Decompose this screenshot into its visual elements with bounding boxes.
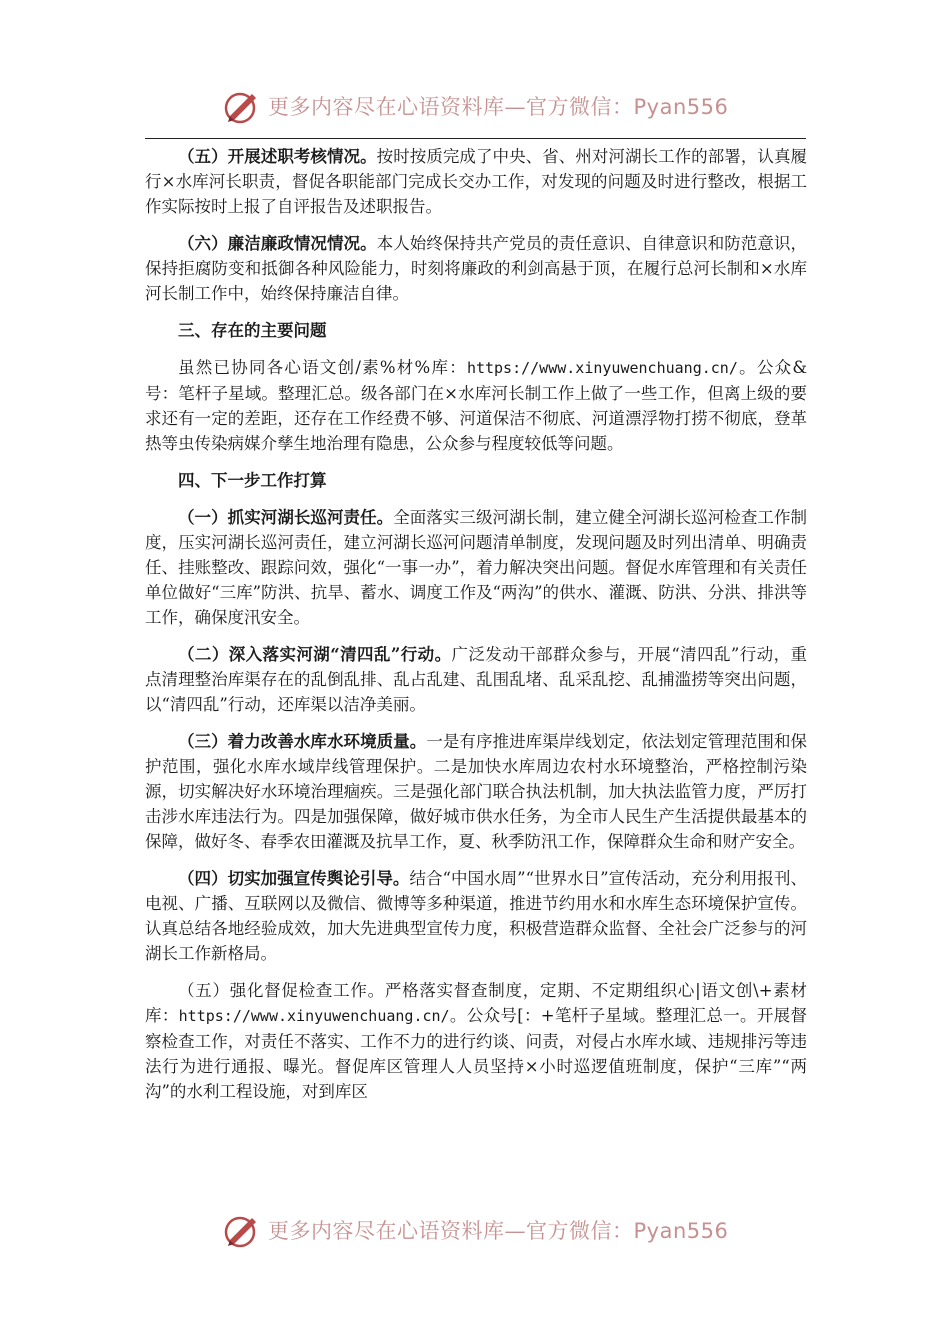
header-divider <box>145 138 806 139</box>
header-banner <box>222 84 728 128</box>
paragraph-plan-1: （一）抓实河湖长巡河责任。全面落实三级河湖长制，建立健全河湖长巡河检查工作制度，压实河湖长巡河责任，建立河湖长巡河问题清单制度，发现问题及时列出清单、明确责任、挂账整改、跟踪问效，强化“一事一办”，着力解决突出问题。督促水库管理和有关责任单位做好“三库”防洪、抗旱、蓄水、调度工作及“两沟”的供水、灌溉、防洪、分洪、排洪等工作，确保度汛安全。 <box>145 508 808 627</box>
pen-logo-icon <box>222 86 262 126</box>
paragraph-plan-4: （四）切实加强宣传舆论引导。结合“中国水周”“世界水日”宣传活动，充分利用报刊、电视、广播、互联网以及微信、微博等多种渠道，推进节约用水和水库生态环境保护宣传。认真总结各地经验成效，加大先进典型宣传力度，积极营造群众监督、全社会广泛参与的河湖长工作新格局。 <box>145 869 807 963</box>
paragraph-plan-2: （二）深入落实河湖“清四乱”行动。广泛发动干部群众参与，开展“清四乱”行动，重点清理整治库渠存在的乱倒乱排、乱占乱建、乱围乱堵、乱采乱挖、乱捕滥捞等突出问题，以“清四乱”行动，还库渠以洁净美丽。 <box>145 645 807 714</box>
paragraph-plan-3: （三）着力改善水库水环境质量。一是有序推进库渠岸线划定，依法划定管理范围和保护范围，强化水库水域岸线管理保护。二是加快水库周边农村水环境整治，严格控制污染源，切实解决好水环境治理痼疾。三是强化部门联合执法机制，加大执法监管力度，严厉打击涉水库违法行为。四是加强保障，做好城市供水任务，为全市人民生产生活提供最基本的保障，做好冬、春季农田灌溉及抗旱工作，夏、秋季防汛工作，保障群众生命和财产安全。 <box>145 732 808 851</box>
paragraph-integrity: （六）廉洁廉政情况情况。本人始终保持共产党员的责任意识、自律意识和防范意识，保持拒腐防变和抵御各种风险能力，时刻将廉政的利剑高悬于顶，在履行总河长制和×水库河长制工作中，始终保持廉洁自律。 <box>145 234 808 303</box>
document-body <box>145 144 807 1104</box>
paragraph-problems: 虽然已协同各心语文创/素%材%库：https://www.xinyuwenchuang.cn/。公众&号：笔杆子星域。整理汇总。级各部门在×水库河长制工作上做了一些工作，但离上级的要求还有一定的差距，还存在工作经费不够、河道保洁不彻底、河道漂浮物打捞不彻底，登革热等虫传染病媒介孳生地治理有隐患，公众参与程度较低等问题。 <box>145 358 808 453</box>
section-heading-problems: 三、存在的主要问题 <box>178 321 327 340</box>
paragraph-plan-5: （五）强化督促检查工作。严格落实督查制度，定期、不定期组织心|语文创\+素材库：https://www.xinyuwenchuang.cn/。公众号[：+笔杆子星域。整理汇总一。开展督察检查工作，对责任不落实、工作不力的进行约谈、问责，对侵占水库水域、违规排污等违法行为进行通报、曝光。督促库区管理人人员坚持×小时巡逻值班制度，保护“三库”“两沟”的水利工程设施，对到库区 <box>145 981 808 1101</box>
banner-text: 更多内容尽在心语资料库—官方微信：Pyan556 <box>268 1219 729 1243</box>
paragraph-review: （五）开展述职考核情况。按时按质完成了中央、省、州对河湖长工作的部署，认真履行×水库河长职责，督促各职能部门完成长交办工作，对发现的问题及时进行整改，根据工作实际按时上报了自评报告及述职报告。 <box>145 147 808 216</box>
banner-text: 更多内容尽在心语资料库—官方微信：Pyan556 <box>268 95 729 119</box>
footer-banner <box>222 1208 728 1252</box>
pen-logo-icon <box>222 1210 262 1250</box>
section-heading-plans: 四、下一步工作打算 <box>178 471 327 490</box>
